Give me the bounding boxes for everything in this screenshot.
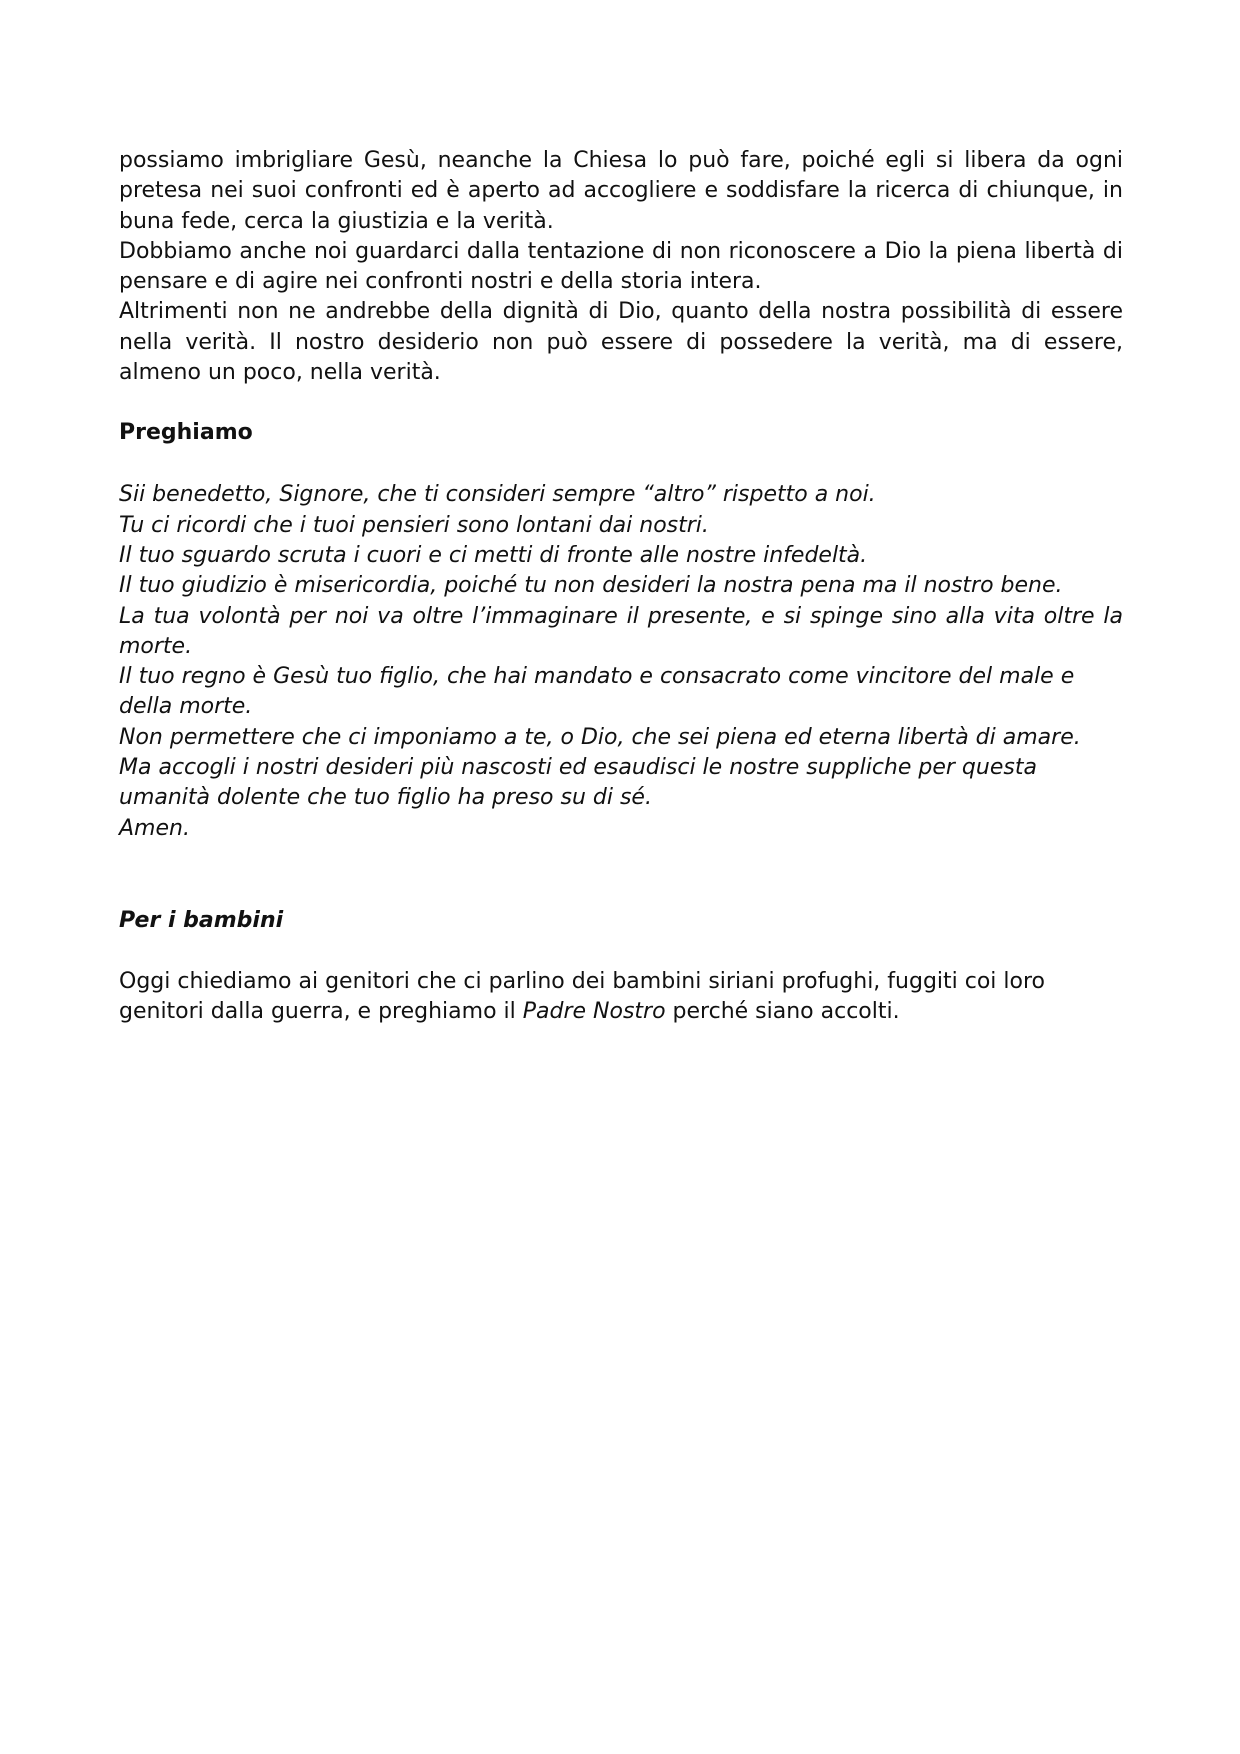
prayer-line: Sii benedetto, Signore, che ti consideri sempre “altro” rispetto a noi. xyxy=(119,482,876,508)
paragraph-line: possiamo imbrigliare Gesù, neanche la Chiesa lo può fare, poiché egli si libera da ogni pretesa nei suoi confronti ed è aperto ad accogliere e soddisfare la ricerca di chiunque, in buna fede, cerca la giustizia e la verità. xyxy=(119,148,1123,234)
children-heading: Per i bambini xyxy=(119,907,284,933)
paragraph-line: Dobbiamo anche noi guardarci dalla tentazione di non riconoscere a Dio la piena libertà di pensare e di agire nei confronti nostri e della storia intera. xyxy=(119,238,1123,295)
children-paragraph xyxy=(119,967,1123,1028)
prayer-line: Non permettere che ci imponiamo a te, o Dio, che sei piena ed eterna libertà di amare. xyxy=(119,724,1081,750)
children-text-after: perché siano accolti. xyxy=(665,999,900,1025)
prayer-line: Tu ci ricordi che i tuoi pensieri sono lontani dai nostri. xyxy=(119,512,709,538)
children-text-before: Oggi chiediamo ai genitori che ci parlino dei bambini siriani profughi, fuggiti coi loro genitori dalla guerra, e preghiamo il xyxy=(119,968,1046,1025)
prayer-line: Il tuo regno è Gesù tuo figlio, che hai mandato e consacrato come vincitore del male e della morte. xyxy=(119,664,1075,720)
document-page xyxy=(119,146,1123,1028)
prayer-line: La tua volontà per noi va oltre l’immaginare il presente, e si spinge sino alla vita oltre la morte. xyxy=(119,603,1123,659)
prayer-text xyxy=(119,480,1123,844)
prayer-heading: Preghiamo xyxy=(119,420,253,446)
prayer-line: Il tuo giudizio è misericordia, poiché tu non desideri la nostra pena ma il nostro bene. xyxy=(119,573,1063,599)
prayer-line: Amen. xyxy=(119,815,190,841)
prayer-line: Ma accogli i nostri desideri più nascosti ed esaudisci le nostre suppliche per questa umanità dolente che tuo figlio ha preso su di sé. xyxy=(119,755,1037,811)
intro-section xyxy=(119,146,1123,388)
children-text-italic: Padre Nostro xyxy=(522,999,666,1025)
paragraph-line: Altrimenti non ne andrebbe della dignità di Dio, quanto della nostra possibilità di essere nella verità. Il nostro desiderio non può essere di possedere la verità, ma di essere, almeno un poco, nella verità. xyxy=(119,299,1123,386)
prayer-line: Il tuo sguardo scruta i cuori e ci metti di fronte alle nostre infedeltà. xyxy=(119,542,868,568)
